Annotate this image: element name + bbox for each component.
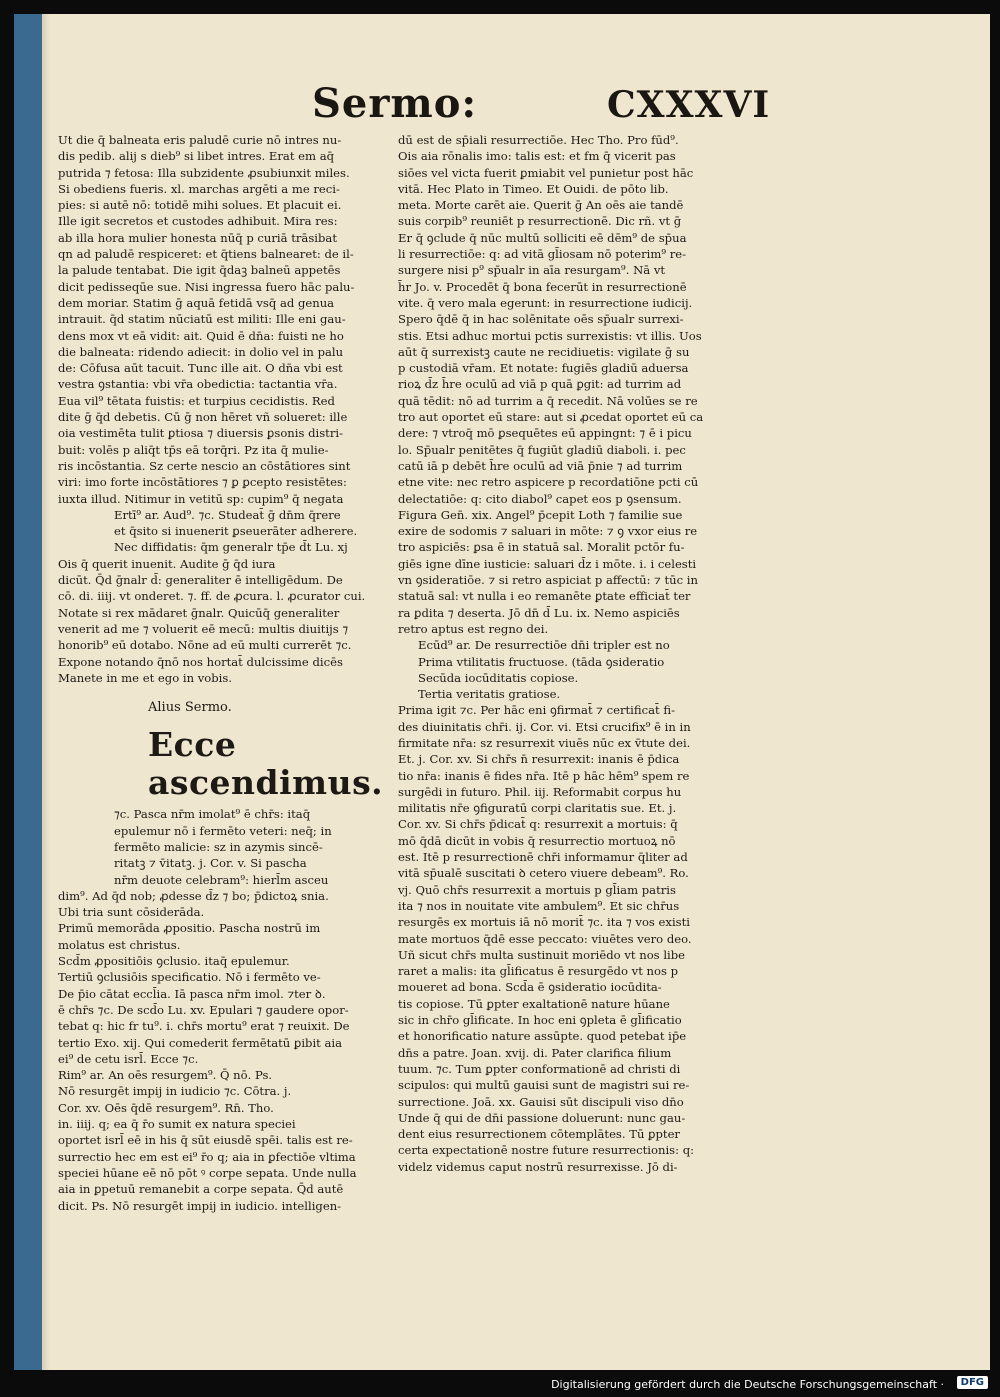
text-line: Uñ sicut chr̄s multa sustinuit moriēdo vt nos libe bbox=[398, 947, 686, 962]
text-line: dim⁹. Ad q̄d nob; ꝓdesse d̄z ⁊ bo; p̄dictoꝝ snia. bbox=[58, 888, 329, 903]
text-line: vn ꝯsideratiōe. ⁊ si retro aspiciat p affectū: ⁊ tūc in bbox=[398, 573, 698, 588]
text-line: militatis nr̄e ꝯfiguratū corpi claritatis sue. Et. j. bbox=[398, 801, 677, 816]
text-line: scipulos: qui multū gauisi sunt de magistri sui re- bbox=[398, 1078, 690, 1093]
sermon-title: Ecce ascendimus. bbox=[148, 725, 384, 803]
left-sermon-body bbox=[58, 888, 394, 1214]
text-line: ita ⁊ nos in nouitate vite ambulem⁹. Et sic chr̄us bbox=[398, 898, 680, 913]
text-line: Ertī⁹ ar. Aud⁹. ⁊c. Studeat̄ ḡ dn̄m q̄rere bbox=[114, 507, 341, 522]
text-line: Prima vtilitatis fructuose. (tāda ꝯsideratio bbox=[418, 654, 665, 669]
text-line: oportet isrl̄ eē in his q̄ sūt eiusdē spēi. talis est re- bbox=[58, 1133, 353, 1148]
text-line: sic in chr̄o gl̄ificate. In hoc eni ꝯpleta ē gl̄ificatio bbox=[398, 1013, 682, 1028]
text-line: dite ḡ q̄d debetis. Cū ḡ non hēret vñ solueret: ille bbox=[58, 410, 348, 425]
text-line: tro aut oportet eū stare: aut si ꝓcedat oportet eū ca bbox=[398, 410, 704, 425]
text-line: des diuinitatis chr̄i. ij. Cor. vi. Etsi crucifix⁹ ē in in bbox=[398, 719, 691, 734]
text-line: resurgēs ex mortuis iā nō morit̄ ⁊c. ita ⁊ vos existi bbox=[398, 915, 690, 930]
text-line: vestra ꝯstantia: vbi vr̄a obedictia: tactantia vr̄a. bbox=[58, 377, 338, 392]
text-line: Cor. xv. Si chr̄s p̄dicat̄ q: resurrexit a mortuis: q̄ bbox=[398, 817, 678, 832]
text-line: Primū memorāda ꝓpositio. Pascha nostrū im bbox=[58, 921, 321, 936]
text-line: putrida ⁊ fetosa: Illa subzidente ꝓsubiunxit miles. bbox=[58, 165, 350, 180]
text-line: buit: volēs p aliq̄t tp̄s eā torq̄ri. Pz ita q̄ mulie- bbox=[58, 442, 329, 457]
text-line: surgere nisi p⁹ sp̄ualr in aīa resurgam⁹. Nā vt bbox=[398, 263, 666, 278]
text-line: lo. Sp̄ualr penitētes q̄ fugiūt gladiū diaboli. i. pec bbox=[398, 442, 686, 457]
text-line: etne vite: nec retro aspicere p recordatiōne pcti cū bbox=[398, 475, 699, 490]
text-line: ⁊c. Pasca nr̄m imolat⁹ ē chr̄s: itaq̄ bbox=[114, 807, 311, 822]
text-line: dis pedib. alij s dieb⁹ si libet intres. Erat em aq̄ bbox=[58, 149, 335, 164]
text-line: ra ꝑdita ⁊ deserta. Jō dn̄ d̄ Lu. ix. Nemo aspiciēs bbox=[398, 605, 680, 620]
text-line: De p̄io cātat eccl̄ia. Iā pasca nr̄m imol. ⁊ter ꝺ. bbox=[58, 986, 326, 1001]
text-line: dū est de sp̄iali resurrectiōe. Hec Tho. Pro fūd⁹. bbox=[398, 133, 679, 147]
text-line: viri: imo forte incōstātiores ⁊ ꝑ ꝑcepto resistētes: bbox=[58, 475, 347, 490]
text-line: molatus est christus. bbox=[58, 937, 181, 952]
left-main-block bbox=[58, 132, 394, 507]
sub-sermon-heading: Alius Sermo. bbox=[148, 700, 232, 716]
text-line: Ois q̄ querit inuenit. Audite ḡ q̄d iura bbox=[58, 556, 276, 571]
text-line: tebat q: hic fr tu⁹. i. chr̄s mortu⁹ erat ⁊ reuixit. De bbox=[58, 1019, 350, 1034]
text-line: ē chr̄s ⁊c. De scd̄o Lu. xv. Epulari ⁊ gaudere opor- bbox=[58, 1002, 349, 1017]
right-outline-block bbox=[398, 637, 744, 702]
text-line: nr̄m deuote celebram⁹: hierl̄m asceu bbox=[114, 872, 329, 887]
text-line: Notate si rex mādaret ḡnalr. Quicūq̄ generaliter bbox=[58, 605, 340, 620]
text-line: dicit. Ps. Nō resurgēt impij in iudicio. intelligen- bbox=[58, 1198, 342, 1213]
text-line: catū iā p debēt h̄re oculū ad viā p̄nie ⁊ ad turrim bbox=[398, 458, 683, 473]
text-line: Figura Gen̄. xix. Angel⁹ p̄cepit Loth ⁊ familie sue bbox=[398, 507, 683, 522]
text-line: Manete in me et ego in vobis. bbox=[58, 670, 233, 685]
text-line: Ille igit secretos et custodes adhibuit. Mira res: bbox=[58, 214, 338, 229]
left-after-block bbox=[58, 556, 394, 686]
text-line: Scd̄m ꝓpositiōis ꝯclusio. itaq̄ epulemur. bbox=[58, 954, 290, 969]
text-line: la palude tentabat. Die igit q̄daꝫ balneū appetēs bbox=[58, 263, 341, 278]
text-line: Nec diffidatis: q̄m generalr tp̄e d̄t Lu. xj bbox=[114, 540, 348, 555]
text-line: dicūt. Q̄d ḡnalr d̄: generaliter ē intelligēdum. De bbox=[58, 573, 343, 588]
text-line: p custodiā vr̄am. Et notate: fugiēs gladiū aduersa bbox=[398, 361, 689, 376]
text-line: li resurrectiōe: q: ad vitā gl̄iosam nō poterim⁹ re- bbox=[398, 247, 687, 262]
text-line: aūt q̄ surrexistꝫ caute ne recidiuetis: vigilate ḡ su bbox=[398, 344, 690, 359]
left-indented-block bbox=[58, 507, 394, 556]
text-line: vitā sp̄ualē suscitati ꝺ cetero viuere debeam⁹. Ro. bbox=[398, 866, 689, 881]
text-line: stis. Etsi adhuc mortui pctis surrexistis: vt illis. Uos bbox=[398, 328, 702, 343]
text-line: Ubi tria sunt cōsiderāda. bbox=[58, 905, 205, 920]
text-line: Spero q̄dē q̄ in hac solēnitate oēs sp̄ualr surrexi- bbox=[398, 312, 684, 327]
text-line: rioꝝ d̄z h̄re oculū ad viā p quā ꝑgit: ad turrim ad bbox=[398, 377, 682, 392]
text-line: Ut die q̄ balneata eris paludē curie nō intres nu- bbox=[58, 133, 342, 147]
right-block-b bbox=[398, 702, 744, 1175]
text-line: Expone notando q̄nō nos hortat̄ dulcissime dicēs bbox=[58, 654, 343, 669]
text-line: Ecūd⁹ ar. De resurrectiōe dn̄i tripler est no bbox=[418, 638, 670, 653]
folio-number: CXXXVI bbox=[607, 84, 771, 126]
scanned-page bbox=[14, 14, 990, 1370]
text-line: ritatꝫ ⁊ v̄itatꝫ. j. Cor. v. Si pascha bbox=[114, 856, 307, 871]
text-line: tuum. ⁊c. Tum ꝑpter conformationē ad christi di bbox=[398, 1061, 681, 1076]
text-line: intrauit. q̄d statim nūciatū est militi: Ille eni gau- bbox=[58, 312, 346, 327]
text-line: Eua vil⁹ tētata fuistis: et turpius cecidistis. Red bbox=[58, 393, 335, 408]
text-line: aia in ꝑpetuū remanebit a corpe sepata. Q̄d autē bbox=[58, 1182, 344, 1197]
text-line: vite. q̄ vero mala egerunt: in resurrectione iudicij. bbox=[398, 295, 693, 310]
text-line: dem moriar. Statim ḡ aquā fetidā vsq̄ ad genua bbox=[58, 295, 335, 310]
text-line: pies: si autē nō: totidē mihi solues. Et placuit ei. bbox=[58, 198, 342, 213]
text-line: qn ad paludē respiceret: et q̄tiens balnearet: de il- bbox=[58, 247, 354, 262]
text-line: Tertia veritatis gratiose. bbox=[418, 687, 561, 702]
text-line: cō. di. iiij. vt onderet. ⁊. ff. de ꝓcura. l. ꝓcurator cui. bbox=[58, 589, 366, 604]
text-line: videlz videmus caput nostrū resurrexisse. Jō di- bbox=[398, 1159, 678, 1174]
text-line: tertio Exo. xij. Qui comederit fermētatū ꝑibit aia bbox=[58, 1035, 343, 1050]
text-line: surgēdi in futuro. Phil. iij. Reformabit corpus hu bbox=[398, 784, 682, 799]
text-line: in. iiij. q; ea q̄ r̄o sumit ex natura speciei bbox=[58, 1117, 296, 1132]
text-line: Prima igit ⁊c. Per hāc eni ꝯfirmat̄ ⁊ certificat̄ fi- bbox=[398, 703, 676, 718]
text-line: Tertiū ꝯclusiōis specificatio. Nō i fermēto ve- bbox=[58, 970, 321, 985]
text-line: suis corpib⁹ reuniēt p resurrectionē. Dic rñ. vt ḡ bbox=[398, 214, 682, 229]
text-line: est. Itē p resurrectionē chr̄i informamur q̄liter ad bbox=[398, 850, 688, 865]
running-header-word: Sermo: bbox=[312, 80, 478, 127]
text-line: h̄r Jo. v. Procedēt q̄ bona fecerūt in resurrectionē bbox=[398, 279, 687, 294]
text-line: siōes vel victa fuerit ꝑmiabit vel punietur post hāc bbox=[398, 165, 694, 180]
text-line: venerit ad me ⁊ voluerit eē mecū: multis diuitijs ⁊ bbox=[58, 621, 349, 636]
right-text-column bbox=[398, 132, 744, 1175]
text-line: surrectio hec em est ei⁹ r̄o q; aia in ꝑfectiōe vltima bbox=[58, 1149, 356, 1164]
text-line: moueret ad bona. Scd̄a ē ꝯsideratio iocūdita- bbox=[398, 980, 662, 995]
text-line: tio nr̄a: inanis ē fides nr̄a. Itē p hāc hēm⁹ spem re bbox=[398, 768, 690, 783]
text-line: dere: ⁊ vtroq̄ mō ꝑsequētes eū appingnt: ⁊ ē i picu bbox=[398, 426, 692, 441]
text-line: Ois aia rōnalis imo: talis est: et fm q̄ vicerit pas bbox=[398, 149, 676, 164]
text-line: Secūda iocūditatis copiose. bbox=[418, 670, 579, 685]
text-line: Er q̄ ꝯclude q̄ nūc multū solliciti eē dēm⁹ de sp̄ua bbox=[398, 230, 687, 245]
text-line: delectatiōe: q: cito diabol⁹ capet eos p ꝯsensum. bbox=[398, 491, 682, 506]
text-line: statuā sal: vt nulla i eo remanēte ꝑtate efficiat̄ ter bbox=[398, 589, 691, 604]
text-line: dn̄s a patre. Joan. xvij. di. Pater clarifica filium bbox=[398, 1045, 672, 1060]
text-line: mate mortuos q̄dē esse peccato: viuētes vero deo. bbox=[398, 931, 692, 946]
text-line: de: Cōfusa aūt tacuit. Tunc ille ait. O dn̄a vbi est bbox=[58, 361, 343, 376]
text-line: certa expectationē nostre future resurrectionis: q: bbox=[398, 1143, 695, 1158]
text-line: giēs igne dīne iusticie: saluari d̄z i mōte. i. i celesti bbox=[398, 556, 697, 571]
text-line: dicit pedisseqūe sue. Nisi ingressa fuero hāc palu- bbox=[58, 279, 355, 294]
text-line: speciei hūane eē nō pōt ꝰ corpe sepata. Unde nulla bbox=[58, 1165, 357, 1180]
text-line: quā tēdit: nō ad turrim a q̄ recedit. Nā volūes se re bbox=[398, 393, 698, 408]
text-line: Si obediens fueris. xl. marchas argēti a me reci- bbox=[58, 181, 340, 196]
text-line: Et. j. Cor. xv. Si chr̄s n̄ resurrexit: inanis ē p̄dica bbox=[398, 752, 680, 767]
text-line: iuxta illud. Nitimur in vetitū sp: cupim⁹ q̄ negata bbox=[58, 491, 344, 506]
text-line: Cor. xv. Oēs q̄dē resurgem⁹. Rn̄. Tho. bbox=[58, 1100, 274, 1115]
text-line: ab illa hora mulier honesta nūq̄ p curiā trāsibat bbox=[58, 230, 337, 245]
text-line: die balneata: ridendo adiecit: in dolio vel in palu bbox=[58, 344, 344, 359]
text-line: honorib⁹ eū dotabo. Nōne ad eū multi currerēt ⁊c. bbox=[58, 638, 352, 653]
text-line: exire de sodomis ⁊ saluari in mōte: ⁊ ꝯ vxor eius re bbox=[398, 524, 698, 539]
text-line: et honorificatio nature assūpte. quod petebat ip̄e bbox=[398, 1029, 687, 1044]
text-line: meta. Morte carēt aie. Querit ḡ An oēs aie tandē bbox=[398, 198, 684, 213]
text-line: vitā. Hec Plato in Timeo. Et Ouidi. de pōto lib. bbox=[398, 181, 669, 196]
right-block-a bbox=[398, 132, 744, 637]
text-line: retro aptus est regno dei. bbox=[398, 621, 549, 636]
left-text-column bbox=[58, 132, 394, 1214]
dfg-logo: DFG bbox=[957, 1376, 988, 1389]
page-spine-shadow bbox=[42, 14, 50, 1370]
text-line: dens mox vt eā vidit: ait. Quid ē dn̄a: fuisti ne ho bbox=[58, 328, 344, 343]
text-line: epulemur nō i fermēto veteri: neq̄; in bbox=[114, 823, 332, 838]
text-line: dent eius resurrectionem cōtemplātes. Tū ꝑpter bbox=[398, 1127, 680, 1142]
text-line: ei⁹ de cetu isrl̄. Ecce ⁊c. bbox=[58, 1051, 199, 1066]
text-line: et q̄sito si inuenerit ꝑseuerāter adherere. bbox=[114, 524, 358, 539]
text-line: Rim⁹ ar. An oēs resurgem⁹. Q̄ nō. Ps. bbox=[58, 1068, 273, 1083]
text-line: fermēto malicie: sz in azymis sincē- bbox=[114, 839, 323, 854]
text-line: tro aspiciēs: ꝑsa ē in statuā sal. Moralit pctōr fu- bbox=[398, 540, 685, 555]
text-line: surrectione. Joā. xx. Gauisi sūt discipuli viso dn̄o bbox=[398, 1094, 684, 1109]
text-line: raret a malis: ita gl̄ificatus ē resurgēdo vt nos p bbox=[398, 964, 679, 979]
text-line: vj. Quō chr̄s resurrexit a mortuis p gl̄iam patris bbox=[398, 882, 676, 897]
text-line: ris incōstantia. Sz certe nescio an cōstātiores sint bbox=[58, 458, 351, 473]
left-sermon-intro bbox=[58, 806, 394, 887]
text-line: oia vestimēta tulit ꝑtiosa ⁊ diuersis ꝑsonis distri- bbox=[58, 426, 344, 441]
text-line: mō q̄dā dicūt in vobis q̄ resurrectio mortuoꝝ nō bbox=[398, 833, 676, 848]
funding-credit: Digitalisierung gefördert durch die Deutsche Forschungsgemeinschaft · bbox=[551, 1378, 944, 1391]
text-line: tis copiose. Tū ꝑpter exaltationē nature hūane bbox=[398, 996, 670, 1011]
text-line: Unde q̄ qui de dn̄i passione doluerunt: nunc gau- bbox=[398, 1110, 686, 1125]
text-line: firmitate nr̄a: sz resurrexit viuēs nūc ex v̄tute dei. bbox=[398, 735, 691, 750]
text-line: Nō resurgēt impij in iudicio ⁊c. Cōtra. j. bbox=[58, 1084, 292, 1099]
